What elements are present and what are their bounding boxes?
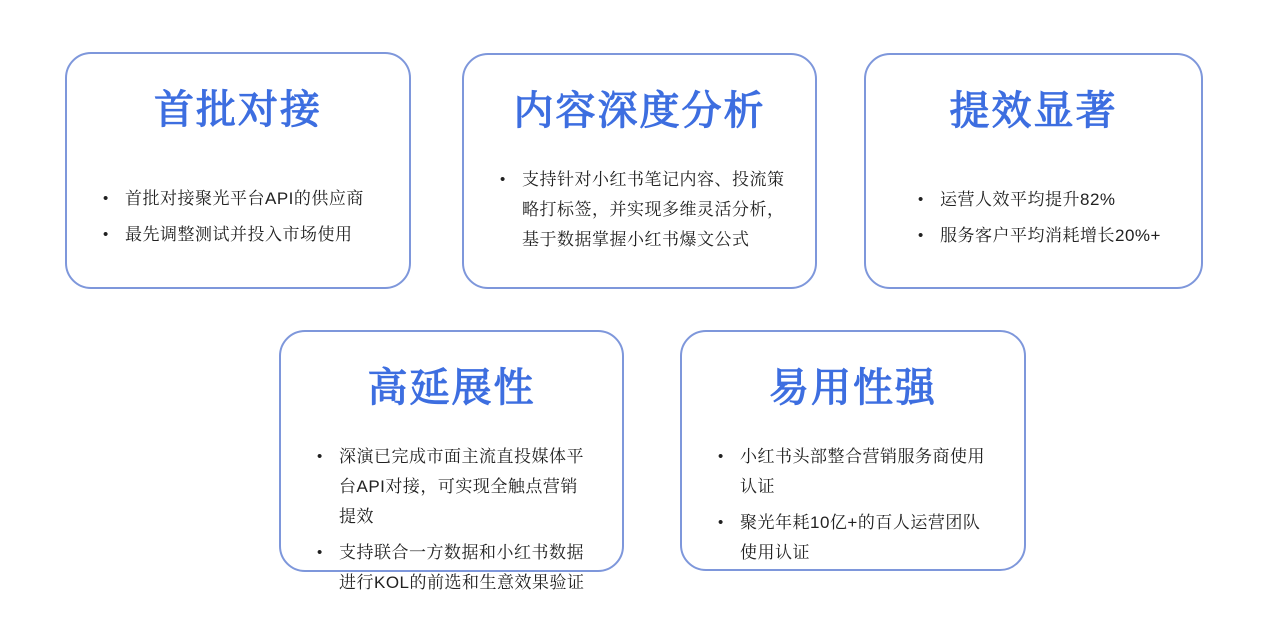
bullet-item (712, 508, 994, 568)
bullet-text: 最先调整测试并投入市场使用 (125, 225, 353, 244)
card-bullet-list (712, 442, 994, 568)
bullet-icon: • (317, 544, 323, 561)
card-title: 首批对接 (154, 88, 322, 132)
bullet-item (97, 220, 379, 250)
bullet-icon: • (918, 191, 924, 208)
bullet-text: 运营人效平均提升82% (940, 190, 1116, 209)
bullet-item (97, 184, 379, 214)
bullet-text: 支持针对小红书笔记内容、投流策略打标签，并实现多维灵活分析，基于数据掌握小红书爆文公式 (522, 170, 785, 249)
card-title: 易用性强 (769, 366, 937, 410)
bullet-text: 深演已完成市面主流直投媒体平台API对接，可实现全触点营销提效 (339, 447, 584, 526)
card-bullet-list (311, 442, 592, 598)
feature-card-extensibility (279, 330, 624, 592)
bullet-item (912, 185, 1171, 215)
bullet-text: 小红书头部整合营销服务商使用认证 (740, 447, 985, 496)
bullet-icon: • (103, 226, 109, 243)
feature-card-content-analysis (462, 53, 817, 289)
bullet-text: 服务客户平均消耗增长20%+ (940, 226, 1161, 245)
bullet-text: 支持联合一方数据和小红书数据进行KOL的前选和生意效果验证 (339, 543, 585, 592)
card-title: 内容深度分析 (513, 89, 766, 133)
bullet-item (311, 442, 592, 532)
bullet-icon: • (103, 190, 109, 207)
card-bullet-list (97, 184, 379, 250)
bullet-icon: • (718, 514, 724, 531)
bullet-item (912, 221, 1171, 251)
bullet-icon: • (317, 448, 323, 465)
bullet-item (494, 165, 785, 255)
bullet-item (311, 538, 592, 598)
card-bullet-list (896, 185, 1171, 251)
bullet-icon: • (718, 448, 724, 465)
bullet-text: 聚光年耗10亿+的百人运营团队使用认证 (740, 513, 981, 562)
feature-card-efficiency (864, 53, 1203, 289)
bullet-text: 首批对接聚光平台API的供应商 (125, 189, 364, 208)
card-bullet-list (494, 165, 785, 255)
card-title: 提效显著 (949, 89, 1118, 133)
card-title: 高延展性 (367, 366, 536, 410)
bullet-icon: • (918, 227, 924, 244)
feature-card-ease-of-use (680, 330, 1026, 571)
bullet-item (712, 442, 994, 502)
feature-card-first-integration (65, 52, 411, 289)
bullet-icon: • (500, 171, 506, 188)
